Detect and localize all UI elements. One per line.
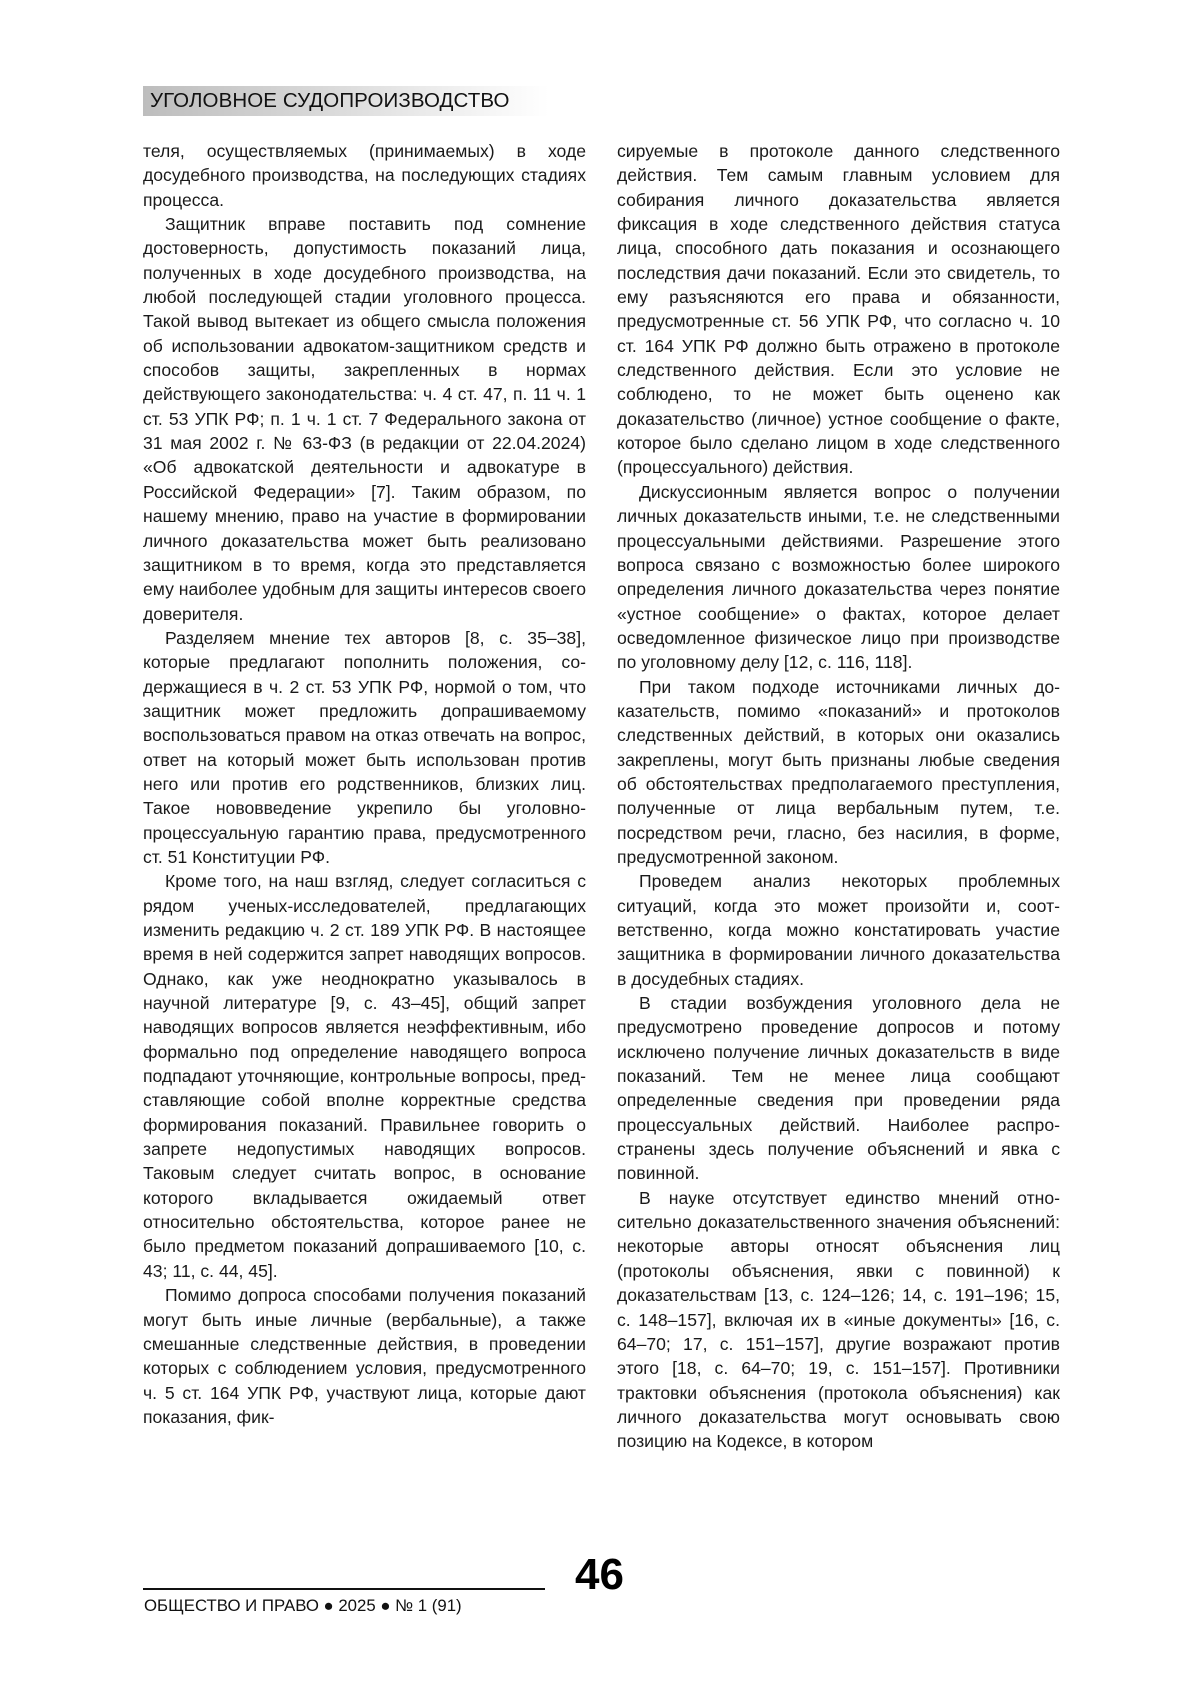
left-column: [143, 139, 586, 1429]
paragraph: Кроме того, на наш взгляд, следует согласиться с рядом ученых-исследователей, предлагающих изменить редакцию ч. 2 ст. 189 УПК РФ. В настоящее время в ней содержится запрет наводящих вопросов. Однако, как уже неоднократно указывалось в научной литературе [9, с. 43–45], общий запрет наводящих вопросов является неэффективным, ибо формально под определение наводящего вопроса подпадают уточняющие, контрольные вопросы, представляющие собой вполне корректные средства формирования показаний. Правильнее говорить о запрете недопустимых наводящих вопросов. Таковым следует считать вопрос, в основание которого вкладывается ожидаемый ответ относительно обстоятельства, которое ранее не было предметом показаний допрашиваемого [10, с. 43; 11, с. 44, 45].: [143, 871, 586, 1281]
paragraph: В науке отсутствует единство мнений относительно доказательственного значения объяснений: некоторые авторы относят объяснения лиц (протоколы объяснения, явки с повинной) к доказательствам [13, с. 124–126; 14, с. 191–196; 15, с. 148–157], включая их в «иные документы» [16, с. 64–70; 17, с. 151–157], другие возражают против этого [18, с. 64–70; 19, с. 151–157]. Противники трактовки объяснения (протокола объяснения) как личного доказательства могут основывать свою позицию на Кодексе, в котором: [617, 1187, 1060, 1452]
paragraph: В стадии возбуждения уголовного дела не предусмотрено проведение допросов и потому исключено получение личных доказательств в виде показаний. Тем не менее лица сообщают определенные сведения при проведении ряда процессуальных действий. Наиболее распространены здесь получение объяснений и явка с повинной.: [617, 993, 1060, 1184]
paragraph: Проведем анализ некоторых проблемных ситуаций, когда это может произойти и, соответственно, когда можно констатировать участие защитника в формировании личного доказательства в досудебных стадиях.: [617, 871, 1060, 989]
section-title: УГОЛОВНОЕ СУДОПРОИЗВОДСТВО: [150, 89, 510, 112]
footer-divider: [143, 1588, 545, 1590]
right-column: [617, 139, 1060, 1454]
paragraph: При таком подходе источниками личных доказательств, помимо «показаний» и протоколов следственных действий, в которых они оказались закреплены, могут быть признаны любые сведения об обстоятельствах предполагаемого преступления, полученные от лица вербальным путем, т.е. посредством речи, гласно, без насилия, в форме, предусмотренной законом.: [617, 676, 1060, 867]
paragraph: сируемые в протоколе данного следственного действия. Тем самым главным условием для собирания личного доказательства является фиксация в ходе следственного действия статуса лица, способного дать показания и осознающего последствия дачи показаний. Если это свидетель, то ему разъясняются его права и обязанности, предусмотренные ст. 56 УПК РФ, что согласно ч. 10 ст. 164 УПК РФ должно быть отражено в протоколе следственного действия. Если это условие не соблюдено, то не может быть оценено как доказательство (личное) устное сообщение о факте, которое было сделано лицом в ходе следственного (процессуального) действия.: [617, 141, 1060, 478]
paragraph: Помимо допроса способами получения показаний могут быть иные личные (вербальные), а также смешанные следственные действия, в проведении которых с соблюдением условия, предусмотренного ч. 5 ст. 164 УПК РФ, участвуют лица, которые дают показания, фик-: [143, 1285, 586, 1427]
paragraph: Защитник вправе поставить под сомнение достоверность, допустимость показаний лица, полученных в ходе досудебного производства, на любой последующей стадии уголовного процесса. Такой вывод вытекает из общего смысла положения об использовании адвокатом-защитником средств и способов защиты, закрепленных в нормах действующего законодательства: ч. 4 ст. 47, п. 11 ч. 1 ст. 53 УПК РФ; п. 1 ч. 1 ст. 7 Федерального закона от 31 мая 2002 г. № 63-ФЗ (в редакции от 22.04.2024) «Об адвокатской деятельности и адвокатуре в Российской Федерации» [7]. Таким образом, по нашему мнению, право на участие в формировании личного доказательства может быть реализовано защитником в то время, когда это представляется ему наиболее удобным для защиты интересов своего доверителя.: [143, 214, 586, 624]
paragraph: теля, осуществляемых (принимаемых) в ходе досудебного производства, на последующих стадиях процесса.: [143, 141, 586, 210]
journal-footer: ОБЩЕСТВО И ПРАВО ● 2025 ● № 1 (91): [144, 1596, 462, 1615]
paragraph: Дискуссионным является вопрос о получении личных доказательств иными, т.е. не следственными процессуальными действиями. Разрешение этого вопроса связано с возможностью более широкого определения личного доказательства через понятие «устное сообщение» о фактах, которое делает осведомленное физическое лицо при производстве по уголовному делу [12, с. 116, 118].: [617, 481, 1060, 673]
page-number: 46: [575, 1550, 624, 1599]
paragraph: Разделяем мнение тех авторов [8, с. 35–38], которые предлагают пополнить положения, содержащиеся в ч. 2 ст. 53 УПК РФ, нормой о том, что защитник может предложить допрашиваемому воспользоваться правом на отказ отвечать на вопрос, ответ на который может быть использован против него или против его родственников, близких лиц. Такое нововведение укрепило бы уголовно-процессуальную гарантию права, предусмотренного ст. 51 Конституции РФ.: [143, 627, 586, 867]
